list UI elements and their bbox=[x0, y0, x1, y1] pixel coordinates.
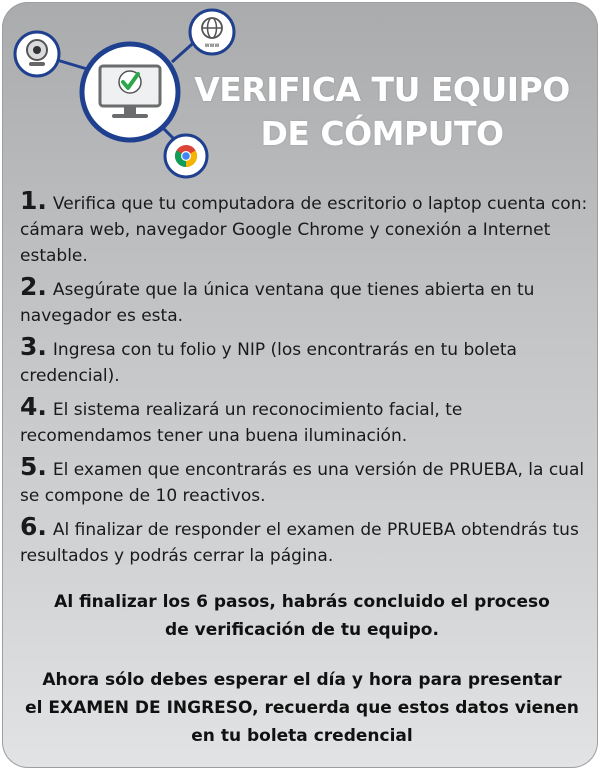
step-item bbox=[20, 454, 590, 509]
step-text: Asegúrate que la única ventana que tienes abierta en tu navegador es esta. bbox=[20, 280, 535, 326]
step-number: 1. bbox=[20, 186, 47, 215]
step-item bbox=[20, 334, 590, 389]
closing-note-1-line-1: Al finalizar los 6 pasos, habrás concluido el proceso bbox=[54, 592, 550, 612]
closing-note-1 bbox=[2, 588, 598, 644]
title-line-1: VERIFICA TU EQUIPO bbox=[194, 70, 570, 109]
instructions-card bbox=[2, 2, 598, 768]
step-number: 4. bbox=[20, 392, 47, 421]
closing-note-2-line-1: Ahora sólo debes esperar el día y hora para presentar bbox=[42, 670, 562, 690]
step-number: 3. bbox=[20, 332, 47, 361]
step-text: El examen que encontrarás es una versión de PRUEBA, la cual se compone de 10 reactivos. bbox=[20, 460, 585, 506]
step-item bbox=[20, 274, 590, 329]
closing-note-2 bbox=[2, 666, 598, 750]
page-title bbox=[172, 68, 592, 156]
closing-note-2-line-3: en tu boleta credencial bbox=[191, 726, 413, 746]
title-line-2: DE CÓMPUTO bbox=[260, 114, 504, 153]
globe-label: www bbox=[204, 42, 220, 49]
step-number: 5. bbox=[20, 452, 47, 481]
step-item bbox=[20, 514, 590, 569]
step-item bbox=[20, 188, 590, 269]
step-text: Al finalizar de responder el examen de PRUEBA obtendrás tus resultados y podrás cerrar la página. bbox=[20, 520, 579, 566]
step-text: El sistema realizará un reconocimiento facial, te recomendamos tener una buena iluminación. bbox=[20, 400, 463, 446]
closing-note-2-line-2: el EXAMEN DE INGRESO, recuerda que estos datos vienen bbox=[25, 698, 579, 718]
www-globe-icon bbox=[190, 10, 234, 54]
step-text: Ingresa con tu folio y NIP (los encontrarás en tu boleta credencial). bbox=[20, 340, 517, 386]
step-text: Verifica que tu computadora de escritorio o laptop cuenta con: cámara web, navegador Google Chrome y conexión a Internet estable. bbox=[20, 194, 588, 266]
webcam-icon bbox=[15, 32, 59, 76]
computer-check-icon bbox=[82, 44, 178, 140]
step-number: 6. bbox=[20, 512, 47, 541]
step-item bbox=[20, 394, 590, 449]
steps-list bbox=[20, 188, 590, 574]
closing-note-1-line-2: de verificación de tu equipo. bbox=[165, 620, 439, 640]
step-number: 2. bbox=[20, 272, 47, 301]
